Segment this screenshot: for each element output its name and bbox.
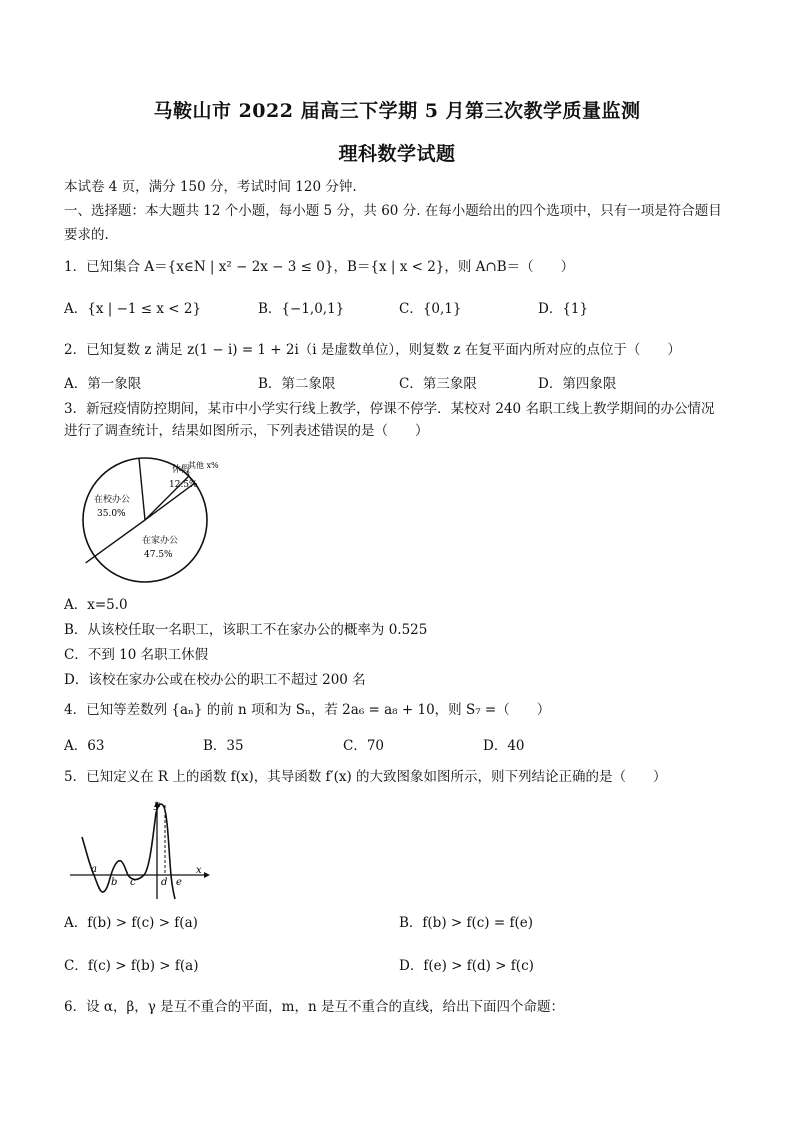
q4-option-b: B．35: [203, 738, 244, 754]
pie-value-holiday: 12.5%: [169, 480, 198, 490]
q3-option-a: A．x=5.0: [64, 597, 128, 613]
q5-option-a: A．f(b) > f(c) > f(a): [64, 915, 198, 931]
q4-option-a: A．63: [64, 738, 105, 754]
pie-divider-lower-left: [86, 520, 145, 563]
q2-option-b: B．第二象限: [258, 376, 336, 392]
pie-value-at-home: 47.5%: [144, 550, 173, 560]
pie-value-at-school: 35.0%: [97, 509, 126, 519]
q3-option-b: B．从该校任取一名职工，该职工不在家办公的概率为 0.525: [64, 622, 428, 638]
q5-derivative-graph: [64, 795, 214, 903]
q1-stem: 1．已知集合 A＝{x∈N | x² − 2x − 3 ≤ 0}，B＝{x | x < 2}，则 A∩B＝（ ）: [64, 259, 575, 275]
pie-label-at-home: 在家办公: [142, 536, 179, 546]
pie-label-at-school: 在校办公: [94, 495, 131, 505]
graph-label-x: x: [196, 865, 202, 876]
q4-option-d: D．40: [483, 738, 525, 754]
graph-label-e: e: [176, 877, 182, 888]
q3-stem-line2: 进行了调查统计，结果如图所示，下列表述错误的是（ ）: [64, 423, 429, 439]
q5-option-d: D．f(e) > f(d) > f(c): [399, 958, 534, 974]
q5-option-c: C．f(c) > f(b) > f(a): [64, 958, 199, 974]
pie-label-holiday: 休假: [172, 465, 191, 475]
q6-stem: 6．设 α，β，γ 是互不重合的平面，m，n 是互不重合的直线，给出下面四个命题：: [64, 999, 564, 1015]
graph-label-y: y: [154, 800, 160, 811]
section-instructions-line2: 要求的.: [64, 227, 109, 243]
graph-label-d: d: [161, 877, 168, 888]
pie-divider-top: [139, 458, 145, 520]
graph-label-a: a: [91, 864, 97, 875]
q2-option-a: A．第一象限: [64, 376, 142, 392]
exam-subtitle: 理科数学试题: [338, 143, 456, 165]
q2-stem: 2．已知复数 z 满足 z(1 − i) = 1 + 2i（i 是虚数单位），则复数 z 在复平面内所对应的点位于（ ）: [64, 342, 681, 358]
section-instructions-line1: 一、选择题：本大题共 12 个小题，每小题 5 分，共 60 分. 在每小题给出的四个选项中，只有一项是符合题目: [64, 203, 722, 219]
x-axis-arrow: [204, 872, 210, 878]
q2-option-d: D．第四象限: [538, 376, 617, 392]
graph-label-c: c: [130, 877, 136, 888]
q3-pie-chart: [64, 450, 234, 590]
q1-option-a: A．{x | −1 ≤ x < 2}: [64, 301, 202, 317]
q2-option-c: C．第三象限: [399, 376, 477, 392]
q1-option-c: C．{0,1}: [399, 301, 462, 317]
q3-option-c: C．不到 10 名职工休假: [64, 647, 209, 663]
pie-label-other: 其他 x%: [188, 461, 219, 470]
exam-info: 本试卷 4 页，满分 150 分，考试时间 120 分钟.: [64, 179, 357, 195]
q3-stem-line1: 3．新冠疫情防控期间，某市中小学实行线上教学，停课不停学．某校对 240 名职工线上教学期间的办公情况: [64, 401, 715, 417]
q5-stem: 5．已知定义在 R 上的函数 f(x)，其导函数 f′(x) 的大致图象如图所示，则下列结论正确的是（ ）: [64, 769, 667, 785]
graph-label-b: b: [111, 877, 118, 888]
q5-option-b: B．f(b) > f(c) = f(e): [399, 915, 533, 931]
q1-option-b: B．{−1,0,1}: [258, 301, 345, 317]
exam-title: 马鞍山市 2022 届高三下学期 5 月第三次教学质量监测: [153, 100, 641, 122]
q3-option-d: D．该校在家办公或在校办公的职工不超过 200 名: [64, 672, 366, 688]
q1-option-d: D．{1}: [538, 301, 589, 317]
q4-stem: 4．已知等差数列 {aₙ} 的前 n 项和为 Sₙ，若 2a₆ = a₈ + 10，则 S₇ =（ ）: [64, 702, 551, 718]
q4-option-c: C．70: [343, 738, 385, 754]
